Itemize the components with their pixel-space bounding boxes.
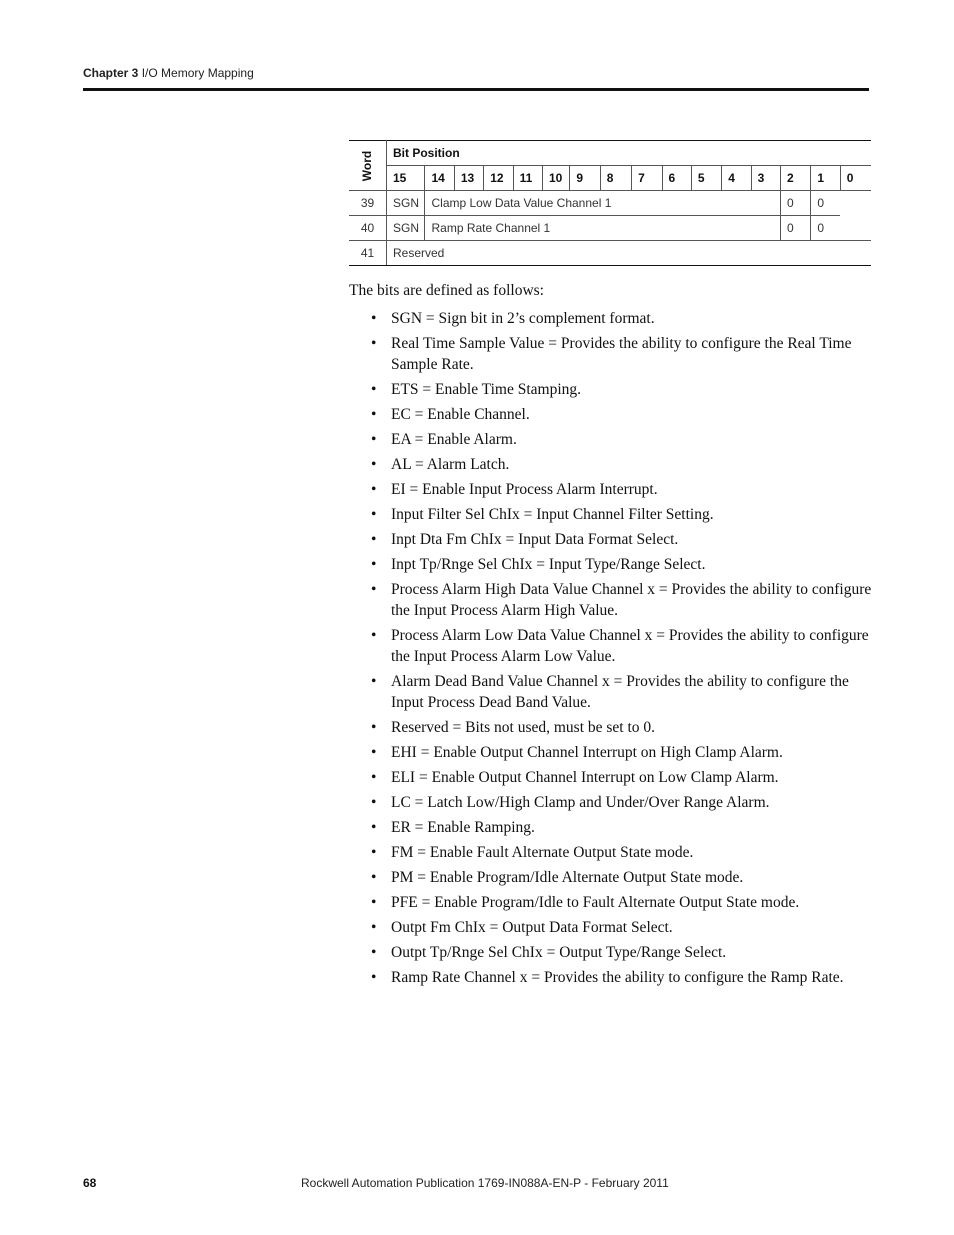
bit-label: 14	[425, 166, 454, 191]
bit-label: 0	[840, 166, 871, 191]
list-item: • ETS = Enable Time Stamping.	[349, 379, 879, 400]
bit-label: 11	[513, 166, 542, 191]
bit-label: 10	[542, 166, 569, 191]
sign-bit-cell: SGN	[386, 216, 425, 241]
sign-bit-cell: SGN	[386, 191, 425, 216]
list-item: • Process Alarm High Data Value Channel x = Provides the ability to configure the Input Process Alarm High Value.	[349, 579, 879, 621]
field-name-cell: Reserved	[386, 241, 871, 266]
list-item: • Process Alarm Low Data Value Channel x = Provides the ability to configure the Input Process Alarm Low Value.	[349, 625, 879, 667]
definition-list	[349, 308, 879, 988]
word-number: 39	[349, 191, 386, 216]
list-item: • Real Time Sample Value = Provides the ability to configure the Real Time Sample Rate.	[349, 333, 879, 375]
list-item: • AL = Alarm Latch.	[349, 454, 879, 475]
field-name-cell: Clamp Low Data Value Channel 1	[425, 191, 781, 216]
bit-label: 4	[722, 166, 751, 191]
bit-label: 13	[454, 166, 483, 191]
bit-value-cell: 0	[781, 216, 811, 241]
bit-label: 6	[662, 166, 691, 191]
intro-text: The bits are defined as follows:	[349, 282, 544, 299]
list-item: • Outpt Fm ChIx = Output Data Format Select.	[349, 917, 879, 938]
list-item: • Input Filter Sel ChIx = Input Channel Filter Setting.	[349, 504, 879, 525]
bit-label: 15	[386, 166, 425, 191]
publication-footer: Rockwell Automation Publication 1769-IN088A-EN-P - February 2011	[301, 1176, 669, 1190]
field-name-cell: Ramp Rate Channel 1	[425, 216, 781, 241]
word-number: 41	[349, 241, 386, 266]
list-item: • LC = Latch Low/High Clamp and Under/Over Range Alarm.	[349, 792, 879, 813]
bit-label: 1	[811, 166, 840, 191]
bit-label: 8	[600, 166, 631, 191]
table-row	[349, 216, 871, 241]
bit-definitions	[349, 280, 879, 992]
table-row	[349, 241, 871, 266]
bit-label: 5	[691, 166, 721, 191]
word-column-header: Word	[349, 141, 386, 191]
list-item: • EHI = Enable Output Channel Interrupt on High Clamp Alarm.	[349, 742, 879, 763]
bit-value-cell: 0	[811, 191, 840, 216]
list-item: • Reserved = Bits not used, must be set to 0.	[349, 717, 879, 738]
bit-map-table	[349, 140, 871, 266]
header-rule	[83, 88, 869, 91]
list-item: • EC = Enable Channel.	[349, 404, 879, 425]
chapter-title: I/O Memory Mapping	[141, 66, 254, 80]
page-number: 68	[83, 1176, 97, 1190]
list-item: • ER = Enable Ramping.	[349, 817, 879, 838]
list-item: • Ramp Rate Channel x = Provides the ability to configure the Ramp Rate.	[349, 967, 879, 988]
bit-label: 12	[484, 166, 513, 191]
list-item: • Alarm Dead Band Value Channel x = Provides the ability to configure the Input Process Dead Band Value.	[349, 671, 879, 713]
list-item: • PFE = Enable Program/Idle to Fault Alternate Output State mode.	[349, 892, 879, 913]
bit-label: 2	[781, 166, 811, 191]
running-header	[83, 66, 254, 80]
list-item: • Outpt Tp/Rnge Sel ChIx = Output Type/Range Select.	[349, 942, 879, 963]
bit-position-header: Bit Position	[386, 141, 871, 166]
list-item: • SGN = Sign bit in 2’s complement format.	[349, 308, 879, 329]
list-item: • ELI = Enable Output Channel Interrupt on Low Clamp Alarm.	[349, 767, 879, 788]
table-row	[349, 191, 871, 216]
bit-value-cell: 0	[781, 191, 811, 216]
list-item: • EA = Enable Alarm.	[349, 429, 879, 450]
bit-label: 9	[570, 166, 600, 191]
bit-label: 3	[751, 166, 780, 191]
bit-label: 7	[632, 166, 662, 191]
list-item: • FM = Enable Fault Alternate Output State mode.	[349, 842, 879, 863]
list-item: • Inpt Tp/Rnge Sel ChIx = Input Type/Range Select.	[349, 554, 879, 575]
bit-value-cell: 0	[811, 216, 840, 241]
list-item: • EI = Enable Input Process Alarm Interrupt.	[349, 479, 879, 500]
list-item: • Inpt Dta Fm ChIx = Input Data Format Select.	[349, 529, 879, 550]
word-number: 40	[349, 216, 386, 241]
list-item: • PM = Enable Program/Idle Alternate Output State mode.	[349, 867, 879, 888]
chapter-label: Chapter 3	[83, 66, 139, 80]
